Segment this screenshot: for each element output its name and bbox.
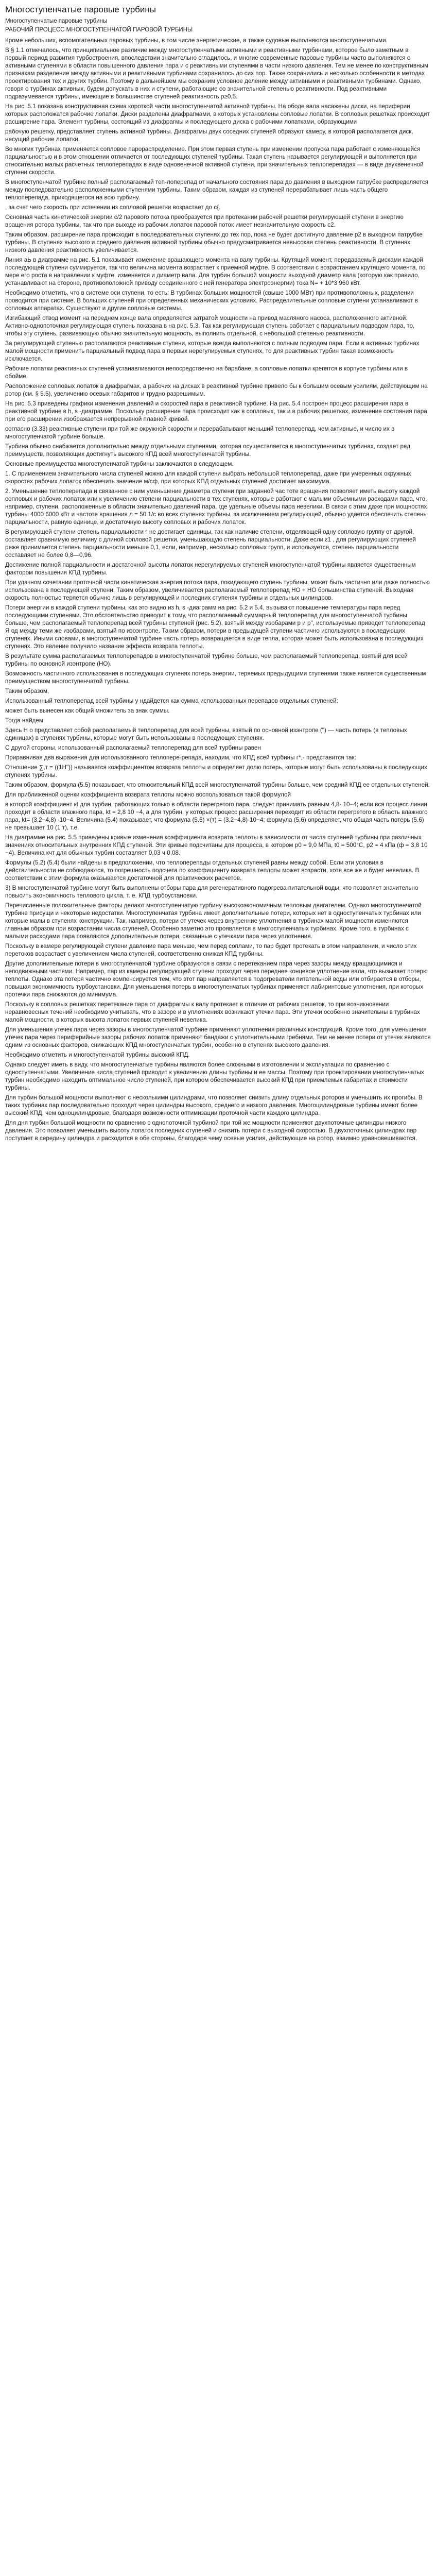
paragraph: Формулы (5.2) (5.4) были найдены в предположении, что теплоперепады отдельных ступеней равны между собой. Если эти условия в действительности не соблюдаются, то погрешность подсчета по коэффициенту возврата теплоты может возрасти, хотя все же и будет невелика. В соответствии с этим формула оказывается достаточной для практических расчетов. — [5, 859, 420, 882]
paragraph: Таким образом, расширение пара происходит в последовательных ступенях до тех пор, пока не будет достигнуто давление р2 в выходном патрубке турбины. В ступенях высокого и среднего давления активной турбины обычно предусматривается невысокая степень реактивности. В ступенях низкого давления реактивность увеличивается. — [5, 231, 423, 253]
paragraph: Рабочие лопатки реактивных ступеней устанавливаются непосредственно на барабане, а сопловые лопатки крепятся в корпусе турбины или в обойме. — [5, 365, 408, 380]
paragraph: Возможность частичного использования в последующих ступенях потерь энергии, теряемых предыдущими ступенями также является существенным преимуществом многоступенчатой турбины. — [5, 670, 426, 685]
paragraph: Изгибающий отвод момент на переднем конце вала определяется затратой мощности на привод масляного насоса, расположенного активной. Активно-однопоточная регулирующая ступень показана в на рис. 5.3. Так как регулирующая ступень работает с парциальным подводом пара, то, чтобы эту ступень, развивающую обычно значительную мощность, выполнить отдельной, с небольшой степенью реактивности. — [5, 315, 415, 337]
paragraph: Для приближенной оценки коэффициента возврата теплоты можно воспользоваться такой формулой — [5, 791, 291, 798]
paragraph: Поскольку в сопловых решетках перетекание пара от диафрагмы к валу протекает в отличие от рабочих решеток, то при возникновении неравновесных течений необходимо учитывать, что в зазоре и в уплотнениях возникают утечки пара. Эти утечки особенно значительны в турбинах малой мощности, в которых высота лопаток первых ступеней невелика. — [5, 1001, 420, 1023]
paragraph: Для дня турбин большой мощности по сравнению с однопоточной турбиной при той же мощности применяют двухпоточные цилиндры низкого давления. Это позволяет уменьшить высоту лопаток последних ступеней и снизить потери с выходной скоростью. В двухпоточных цилиндрах пар поступает в середину цилиндра и расходится в обе стороны, благодаря чему осевые усилия, действующие на ротор, взаимно уравновешиваются. — [5, 1120, 417, 1142]
paragraph: С другой стороны, использованный располагаемый теплоперепад для всей турбины равен — [5, 744, 261, 751]
paragraph: Однако следует иметь в виду, что многоступенчатые турбины являются более сложными в изготовлении и эксплуатации по сравнению с одноступенчатыми. Увеличение числа ступеней приводит к увеличению длины турбины и ее массы. Поэтому при проектировании многоступенчатых турбин необходимо находить оптимальное число ступеней, при котором обеспечивается высокий КПД при приемлемых габаритах и стоимости турбины. — [5, 1061, 424, 1091]
paragraph: Расположение сопловых лопаток в диафрагмах, а рабочих на дисках в реактивной турбине привело бы к большим осевым усилиям, действующим на ротор (см. § 5.5), увеличению осевых габаритов и трудно разрешимым. — [5, 383, 428, 397]
paragraph: Кроме небольших, вспомогательных паровых турбины, в том числе энергетические, а также судовые выполняются многоступенчатыми. — [5, 37, 388, 44]
paragraph: Необходимо отметить, что в системе оси ступени, то есть: В турбинах больших мощностей (свыше 1000 МВт) при противоположных, разделении проводится при системе. В больших ступеней при определенных механических условиях. Распределительные сопловые ступени устанавливают в сопловых аппаратах. Существуют и другие сопловые системы. — [5, 290, 418, 312]
paragraph: В § 1.1 отмечалось, что принципиальное различие между многоступенчатыми активными и реактивными турбинами, которое было заметным в первый период развития турбостроения, впоследствии значительно сгладилось, и многие современные паровые турбины часто выполняются с активными ступенями в области повышенного давления пара и с реактивными ступенями в части низкого давления. Тем не менее по конструктивным признакам разделение между активными и реактивными турбинами сохранилось до сих пор. Также сохранились и несколько особенности в методах проектирования тех и других турбин. Поэтому в дальнейшем мы сохраним условное деление между активными и реактивными турбинами. Однако, говоря о турбинах активных, будем допускать в них и ступени, работающие со значительной степенью реактивности. Под реактивными подразумевается турбины, имеющие в большинстве ступеней реактивность ρ≥0,5. — [5, 47, 429, 100]
paragraph: Потери энергии в каждой ступени турбины, как это видно из h, s -диаграмм на рис. 5.2 и 5.4, вызывают повышение температуры пара перед последующими ступенями. Это обстоятельство приводит к тому, что располагаемый суммарный теплоперепад для многоступенчатой турбины больше, чем располагаемый теплоперепад всей турбины ступеней (рис. 5.2), взятый между изобарами р и р", используемые приведет теплоперепад Я од между теми же изобарами, взятый по изоэнтропе. Таким образом, потери в предыдущей ступени частично используются в последующих ступенях. Иными словами, в многоступенчатой турбине часть потерь возвращается в виде тепла, которая может быть использована в последующих ступенях. Это явление получило название эффекта возврата теплоты. — [5, 604, 425, 650]
paragraph: Необходимо отметить и многоступенчатой турбины высокий КПД. — [5, 1052, 190, 1058]
paragraph: Линия аЬ в диаграмме на рис. 5.1 показывает изменение вращающего момента на валу турбины. Крутящий момент, передаваемый дисками каждой последующей ступени суммируется, так что величина момента возрастает к приемной муфте. В соответствии с возрастанием крутящего момента, по мере его роста в направлении к муфте, изменяется и диаметр вала. Для турбин большой мощности выходной диаметр вала (которую как правило, устанавливают на стороне, противоположной приводу соединенного с ней генератора электроэнергии) тока N= + 10*3 960 кВт. — [5, 257, 426, 286]
paragraph: 3) В многоступенчатой турбине могут быть выполнены отборы пара для регенеративного подогрева питательной воды, что позволяет значительно повысить экономичность теплового цикла, т. е. КПД турбоустановки. — [5, 885, 418, 899]
paragraph: согласно (3.33) реактивные ступени при той же окружной скорости и перерабатывают меньший теплоперепад, чем активные, и число их в многоступенчатой турбине больше. — [5, 426, 395, 440]
paragraph: На рис. 5.1 показана конструктивная схема короткой части многоступенчатой активной турбины. На ободе вала насажены диски, на периферии которых расположатся рабочие лопатки. Диски разделены диафрагмами, в которых установлены сопловые лопатки. В сопловых решетках происходит расширение пара. Элемент турбины, состоящий из диафрагмы и последующего диска с рабочими лопатками, образующими — [5, 103, 430, 125]
document-body — [5, 37, 431, 1142]
paragraph: Перечисленные положительные факторы делают многоступенчатую турбину высокоэкономичным тепловым двигателем. Однако многоступенчатой турбине присущи и некоторые недостатки. Многоступенчатая турбина имеет дополнительные потери, которых нет в одноступенчатых турбинах или которые малы в ступенях конструкции. Так, например, потери от утечек через внутренние уплотнения в турбинах малой мощности изменяются главным образом при возрастании числа ступеней. Особенно заметно это проявляется в многоступенчатых турбинах. Кроме того, в турбинах с малыми расходами пара появляются дополнительные потери, связанные с утечками пара через уплотнения. — [5, 902, 422, 940]
document-title: Многоступенчатые паровые турбины — [5, 5, 156, 14]
paragraph: 1. С применением значительного числа ступеней можно для каждой ступени выбрать небольшой теплоперепад, даже при умеренных окружных скоростях рабочих лопаток обеспечить значение м/сф, при которых КПД отдельных ступеней достигает максимума. — [5, 470, 411, 485]
paragraph: При удачном сочетании проточной части кинетическая энергия потока пара, покидающего ступень турбины, может быть частично или даже полностью использована в последующей ступени. Таким образом, увеличивается располагаемый теплоперепад НО + НО большинства ступеней. Выходная скорость полностью теряется обычно лишь в регулирующей и последних ступенях турбины и отдельных цилиндров. — [5, 579, 430, 601]
paragraph: Использованный теплоперепад всей турбины у ндайдется как сумма использованных перепадов отдельных ступеней: — [5, 698, 338, 704]
paragraph: Таким образом, — [5, 688, 49, 694]
paragraph: Для уменьшения утечек пара через зазоры в многоступенчатой турбине применяют уплотнения различных конструкций. Кроме того, для уменьшения утечек пара через периферийные зазоры рабочих лопаток применяют бандажи с уплотнительными гребнями. Тем не менее потери от утечек являются одним из основных факторов, снижающих КПД многоступенчатых турбин, особенно в ступенях высокого давления. — [5, 1026, 431, 1048]
paragraph: Приравнивая два выражения для использованного теплопере-репада, находим, что КПД всей турбины г*,- представится так: — [5, 754, 356, 761]
paragraph: На диаграмме на рис. 5.5 приведены кривые изменения коэффициента возврата теплоты в зависимости от числа ступеней турбины при различных значениях относительных внутренних КПД ступеней. Эти кривые подсчитаны для процесса, в котором р0 = 9,0 МПа, t0 = 500°С, р2 = 4 кПа (ф = 3,8 10 −4). Величина кчт для обычных турбин составляет 0,03 ч 0,08. — [5, 834, 428, 856]
section-title: РАБОЧИЙ ПРОЦЕСС МНОГОСТУПЕНЧАТОЙ ПАРОВОЙ ТУРБИНЫ — [5, 27, 193, 33]
paragraph: Тогда найдем — [5, 717, 43, 724]
paragraph: Достижение полной парциальности и достаточной высоты лопаток нерегулируемых ступеней многоступенчатой турбины является существенным фактором повышения КПД турбины. — [5, 562, 416, 576]
paragraph: В регулирующей ступени степень парциальности ᵉ не достигает единицы, так как наличие степени, отделяющей одну сопловую группу от другой, составляет сравнимую величину с длиной сопловой решетки, уменьшающую степень парциальности. Даже если ε1 , для регулирующих ступеней реже принимается степень парциальности меньше 0,1, если, например, несколько сопловых групп, и используется, степень парциальности составляет не более 0,8—0,96. — [5, 529, 416, 558]
paragraph: Основная часть кинетической энергии с/2 парового потока преобразуется при протекании рабочей решетки регулирующей ступени в энергию вращения ротора турбины, так что при выходе из рабочих лопаток паровой поток имеет незначительную скорость с2. — [5, 214, 404, 228]
paragraph: Здесь Н о представляет собой располагаемый теплоперепад для всей турбины, взятый по основной изэнтропе (") — часть потерь (в тепловых единицах) в ступенях турбины, которые могут быть использованы в последующих ступенях. — [5, 727, 407, 741]
paragraph: 2. Уменьшение теплоперепада и связанное с ним уменьшение диаметра ступени при заданной час тоте вращения позволяет иметь высоту каждой сопловых и рабочих лопаток или к увеличению степени парциальности в тех ступенях, которые работают с малыми объемными расходами пара, что, например, ступени, расположенные в области значительно давлений пара, где удельные объемы пара невелики. В связи с этим даже при мощностях турбины 4000 6000 кВт и частоте вращения л = 50 1/с во всех ступенях турбины, за исключением регулирующей, обычно удается обеспечить степень парциальности, равную единице, и достаточную высоту сопловых и рабочих лопаток. — [5, 488, 427, 526]
paragraph: В многоступенчатой турбине полный располагаемый теп-лоперепад от начального состояния пара до давления в выходном патрубке распределяется между последовательно расположенными ступенями турбины. Таким образом, каждая из ступеней перерабатывает лишь часть общего теплоперепада, приходящегося на всю турбину. — [5, 179, 429, 201]
paragraph: Отношение ∑,т = ((1H")) называется коэффициентом возврата теплоты и определяет долю потерь, которые могут быть использованы в последующих ступенях турбины. — [5, 764, 427, 778]
paragraph: в которой коэффициент кt для турбин, работающих только в области перегретого пара, следует принимать равным 4,8· 10−4; если вся процесс линии проходит в области влажного пара, kt = 2,8 10 −4, a для турбин, у которых процесс расширения переходит из области перегретого в область влажного пара, kt= (3,2−4,8) ·10−4. Величина (5.4) показывает, что формула (5.6) ×(т) = (3,2−4,8)·10−4; формула (5.6) определяет, что общая часть потерь (5.6) не превышает 10 (1 т), т.е. — [5, 801, 428, 831]
document-subtitle: Многоступенчатые паровые турбины — [5, 18, 108, 24]
paragraph: Для турбин большой мощности выполняют с несколькими цилиндрами, что позволяет снизить длину отдельных роторов и уменьшить их прогибы. В таких турбинах пар последовательно проходит через цилиндры высокого, среднего и низкого давления. Многоцилиндровые турбины имеют более высокий КПД, чем одноцилиндровые, благодаря возможности оптимизации проточной части каждого цилиндра. — [5, 1094, 423, 1116]
paragraph: В результате сумма располагаемых теплоперепадов в многоступенчатой турбине больше, чем располагаемый теплоперепад, взятый для всей турбины по основной изэнтропе (НО). — [5, 653, 408, 667]
paragraph: рабочую решетку, представляет ступень активной турбины. Диафрагмы двух соседних ступеней образуют камеру, в которой располагается диск, несущий рабочие лопатки. — [5, 128, 413, 143]
paragraph: Другие дополнительные потери в многоступенчатой турбине образуются в связи с перетеканием пара через зазоры между вращающимися и неподвижными частями. Например, пар из камеры регулирующей ступени проходит через переднее концевое уплотнение вала, что вызывает потерю теплоты. Однако эта потеря частично компенсируется тем, что этот пар направляется в подогреватели питательной воды или отбирается в отборы, повышая экономичность турбоустановки. Для уменьшения потерь в многоступенчатых турбинах применяют лабиринтовые уплотнения, при которых протечки пара снижаются до минимума. — [5, 960, 428, 998]
paragraph: Турбина обычно снабжается дополнительно между отдельными ступенями, которая осуществляется в многоступенчатых турбинах, создает ряд преимуществ, позволяющих достигнуть высокого КПД всей многоступенчатой турбины. — [5, 443, 411, 457]
paragraph: Поскольку в камере регулирующей ступени давление пара меньше, чем перед соплами, то пар будет протекать в этом направлении, и число этих перетоков возрастает с увеличением числа ступеней, соответственно снижая КПД турбины. — [5, 943, 417, 957]
paragraph: Таким образом, формула (5.5) показывает, что относительный КПД всей многоступенчатой турбины больше, чем средний КПД ее отдельных ступеней. — [5, 782, 430, 788]
paragraph: На рис. 5.3 приведены графики изменения давлений и скоростей пара в реактивной турбине. На рис. 5.4 построен процесс расширения пара в реактивной турбине в h, s -диаграмме. Поскольку расширение пара происходит как в сопловых, так и в рабочих решетках, изменение состояния пара при его расширении изображается непрерывной плавной кривой. — [5, 400, 427, 422]
paragraph: Во многих турбинах применяется сопловое парораспределение. При этом первая ступень при изменении пропуска пара работает с изменяющейся парциальностью и в этом отношении отличается от последующих ступеней турбины. Такая ступень называется регулирующей и выполняется при относительно малых расчетных теплоперепадах в виде одновенечной активной ступени, при значительных теплоперепадах — в виде двухвенечной ступени скорости. — [5, 146, 424, 176]
paragraph: , за счет чего скорость при истечении из сопловой решетки возрастает до с{. — [5, 204, 221, 211]
paragraph: За регулирующей ступенью располагаются реактивные ступени, которые всегда выполняются с полным подводом пара. Если в активных турбинах малой мощности применить парциальный подвод пара в первых нерегулируемых ступенях, то для реактивных турбин такая возможность исключается. — [5, 340, 420, 362]
paragraph: может быть вынесен как общий множитель за знак суммы. — [5, 707, 170, 714]
paragraph: Основные преимущества многоступенчатой турбины заключаются в следующем. — [5, 461, 234, 467]
